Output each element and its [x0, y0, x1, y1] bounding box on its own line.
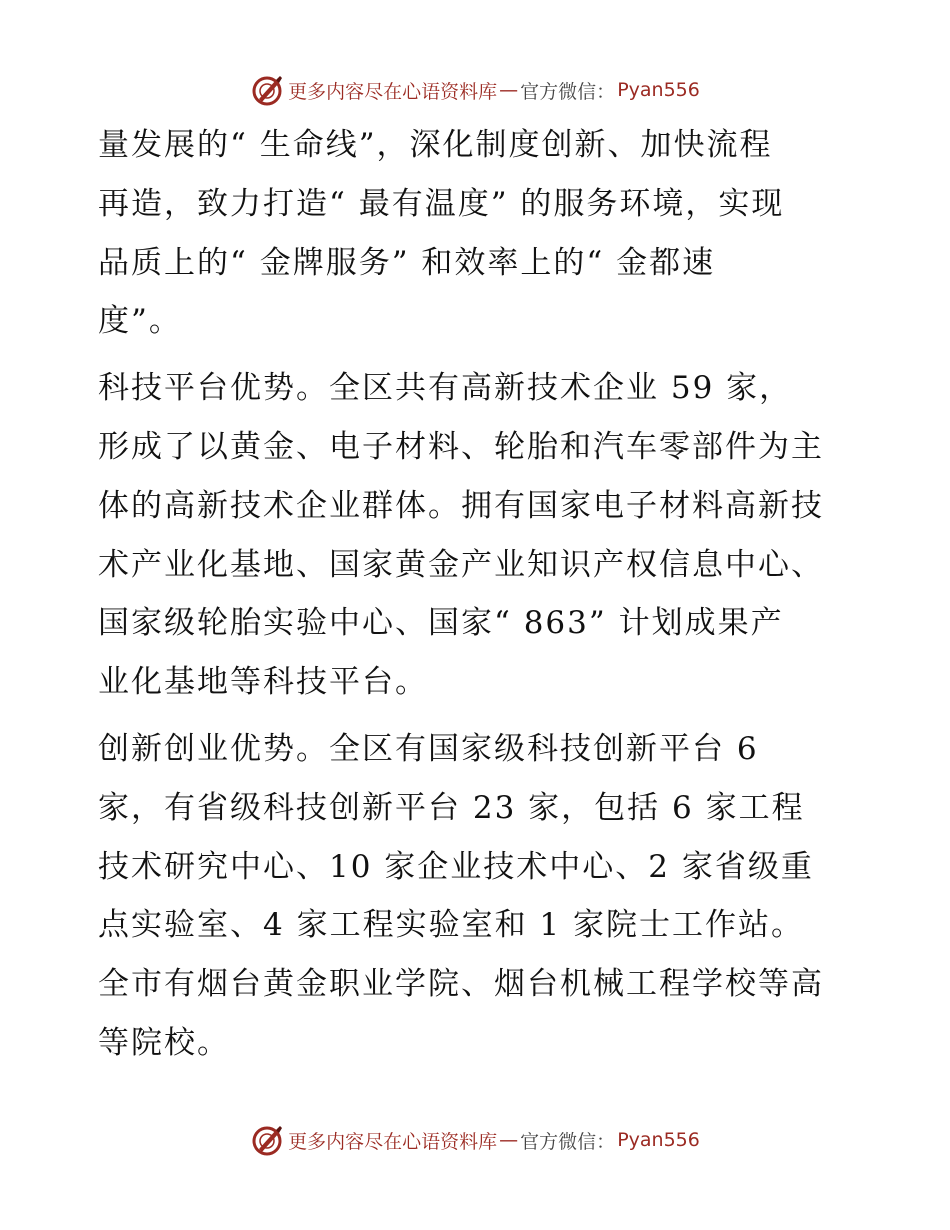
- text-line: 度”。: [98, 303, 182, 340]
- wechat-label: 官方微信：: [520, 80, 616, 103]
- text-line: 科技平台优势。全区共有高新技术企业 59 家，: [98, 370, 793, 407]
- text-line: 业化基地等科技平台。: [98, 664, 428, 701]
- paragraph-1: [98, 116, 858, 351]
- wechat-id: Pyan556: [617, 79, 700, 101]
- text-line: 量发展的“ 生命线”，深化制度创新、加快流程: [98, 127, 773, 163]
- pen-circle-logo-icon: [250, 1123, 284, 1157]
- text-line: 术产业化基地、国家黄金产业知识产权信息中心、: [98, 546, 824, 583]
- paragraph-2: [98, 359, 858, 712]
- text-line: 品质上的“ 金牌服务” 和效率上的“ 金都速: [98, 244, 716, 281]
- header-banner: [0, 70, 950, 110]
- text-line: 再造，致力打造“ 最有温度” 的服务环境，实现: [98, 185, 785, 222]
- text-line: 点实验室、4 家工程实验室和 1 家院士工作站。: [98, 907, 805, 944]
- banner-text: 更多内容尽在心语资料库: [288, 1130, 498, 1153]
- text-line: 技术研究中心、10 家企业技术中心、2 家省级重: [98, 848, 814, 885]
- paragraph-3: [98, 720, 858, 1073]
- text-line: 国家级轮胎实验中心、国家“ 863” 计划成果产: [98, 605, 784, 642]
- pen-circle-logo-icon: [250, 73, 284, 107]
- banner-text: 更多内容尽在心语资料库: [288, 80, 498, 103]
- text-line: 体的高新技术企业群体。拥有国家电子材料高新技: [98, 487, 824, 524]
- footer-banner: [0, 1120, 950, 1160]
- banner-dash: —: [499, 1129, 519, 1151]
- document-body: [98, 116, 858, 1081]
- wechat-id: Pyan556: [617, 1129, 700, 1151]
- text-line: 创新创业优势。全区有国家级科技创新平台 6: [98, 730, 759, 767]
- text-line: 家，有省级科技创新平台 23 家，包括 6 家工程: [98, 789, 805, 826]
- text-line: 等院校。: [98, 1024, 230, 1061]
- wechat-label: 官方微信：: [520, 1130, 616, 1153]
- banner-dash: —: [499, 79, 519, 101]
- text-line: 全市有烟台黄金职业学院、烟台机械工程学校等高: [98, 966, 824, 1003]
- text-line: 形成了以黄金、电子材料、轮胎和汽车零部件为主: [98, 428, 824, 465]
